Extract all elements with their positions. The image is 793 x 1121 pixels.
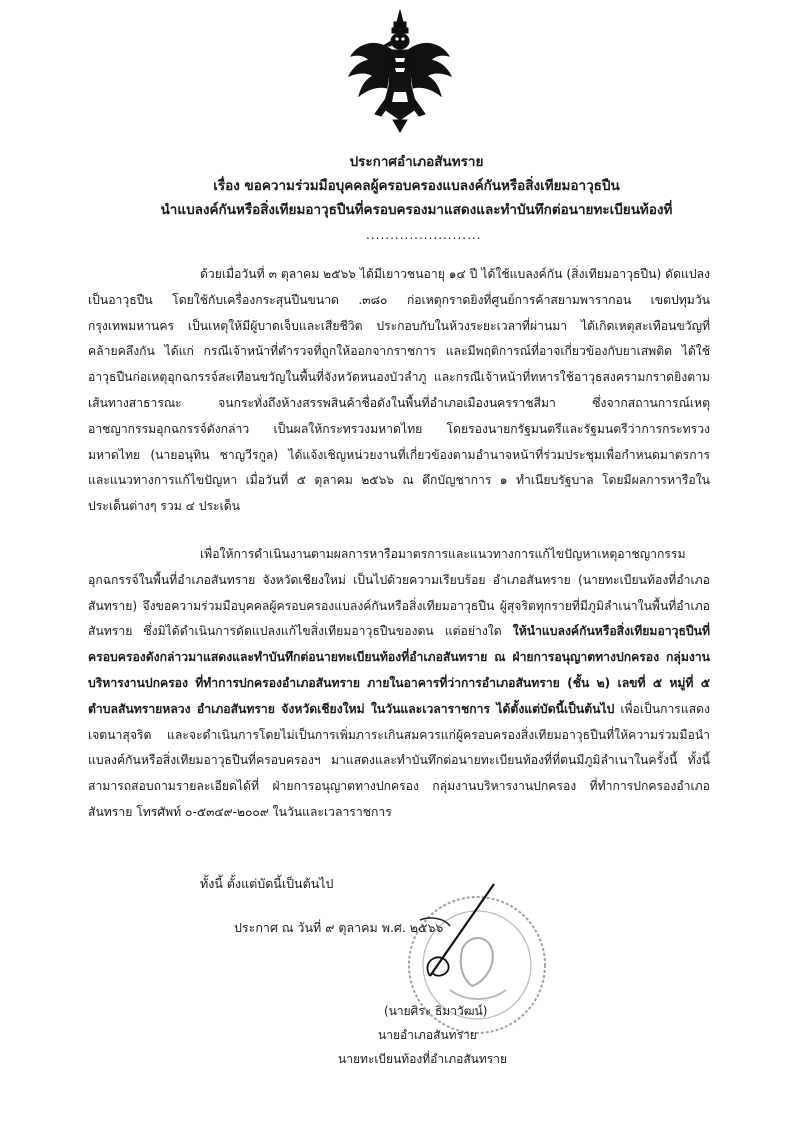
issuer-heading: ประกาศอำเภอสันทราย <box>349 154 484 170</box>
garuda-emblem-icon <box>345 8 455 136</box>
handwritten-signature-icon <box>390 880 510 1000</box>
separator-dots: ........................ <box>366 228 482 242</box>
signatory-registrar-title: นายทะเบียนท้องที่อำเภอสันทราย <box>338 1052 507 1066</box>
paragraph-request-part1: เพื่อให้การดำเนินงานตามผลการหารือมาตรการและแนวทางการแก้ไขปัญหาเหตุอาชญากรรมอุกฉกรรจ์ในพื้นที่อำเภอสันทราย จังหวัดเชียงใหม่ เป็นไปด้วยความเรียบร้อย อำเภอสันทราย (นายทะเบียนท้องที่อำเภอสันทราย) จึงขอความร่วมมือบุคคลผู้ครอบครองแบลงค์กันหรือสิ่งเทียมอาวุธปืน ผู้สุจริตทุกรายที่มีภูมิลำเนาในพื้นที่อำเภอสันทราย ซึ่งมิได้ดำเนินการดัดแปลงแก้ไขสิ่งเทียมอาวุธปืนของตน แต่อย่างใด <box>88 547 710 639</box>
subject-line-2: นำแบลงค์กันหรือสิ่งเทียมอาวุธปืนที่ครอบครองมาแสดงและทำบันทึกต่อนายทะเบียนท้องที่ <box>160 202 673 218</box>
announcement-date: ประกาศ ณ วันที่ ๙ ตุลาคม พ.ศ. ๒๕๖๖ <box>234 920 444 935</box>
paragraph-request-bold: ให้นำแบลงค์กันหรือสิ่งเทียมอาวุธปืนที่ครอบครองดังกล่าวมาแสดงและทำบันทึกต่อนายทะเบียนท้องที่อำเภอสันทราย ณ ฝ่ายการอนุญาตทางปกครอง กลุ่มงานบริหารงานปกครอง ที่ทำการปกครองอำเภอสันทราย ภายในอาคารที่ว่าการอำเภอสันทราย (ชั้น ๒) เลขที่ ๕ หมู่ที่ ๕ ตำบลสันทรายหลวง อำเภอสันทราย จังหวัดเชียงใหม่ ในวันและเวลาราชการ ได้ตั้งแต่บัดนี้เป็นต้นไป <box>88 624 710 716</box>
paragraph-request <box>88 542 710 826</box>
paragraph-background: ด้วยเมื่อวันที่ ๓ ตุลาคม ๒๕๖๖ ได้มีเยาวชนอายุ ๑๔ ปี ได้ใช้แบลงค์กัน (สิ่งเทียมอาวุธปืน) ดัดแปลงเป็นอาวุธปืน โดยใช้กับเครื่องกระสุนปืนขนาด .๓๘๐ ก่อเหตุกราดยิงที่ศูนย์การค้าสยามพารากอน เขตปทุมวัน กรุงเทพมหานคร เป็นเหตุให้มีผู้บาดเจ็บและเสียชีวิต ประกอบกับในห้วงระยะเวลาที่ผ่านมา ได้เกิดเหตุสะเทือนขวัญที่คล้ายคลึงกัน ได้แก่ กรณีเจ้าหน้าที่ตำรวจที่ถูกให้ออกจากราชการ และมีพฤติการณ์ที่อาจเกี่ยวข้องกับยาเสพติด ได้ใช้อาวุธปืนก่อเหตุอุกฉกรรจ์สะเทือนขวัญในพื้นที่จังหวัดหนองบัวลำภู และกรณีเจ้าหน้าที่ทหารใช้อาวุธสงครามกราดยิงตามเส้นทางสาธารณะ จนกระทั่งถึงห้างสรรพสินค้าชื่อดังในพื้นที่อำเภอเมืองนครราชสีมา ซึ่งจากสถานการณ์เหตุอาชญากรรมอุกฉกรรจ์ดังกล่าว เป็นผลให้กระทรวงมหาดไทย โดยรองนายกรัฐมนตรีและรัฐมนตรีว่าการกระทรวงมหาดไทย (นายอนุทิน ชาญวีรกูล) ได้แจ้งเชิญหน่วยงานที่เกี่ยวข้องตามอำนาจหน้าที่ร่วมประชุมเพื่อกำหนดมาตรการและแนวทางการแก้ไขปัญหา เมื่อวันที่ ๕ ตุลาคม ๒๕๖๖ ณ ตึกบัญชาการ ๑ ทำเนียบรัฐบาล โดยมีผลการหารือในประเด็นต่างๆ รวม ๔ ประเด็น <box>88 267 710 514</box>
announcement-title-block <box>0 150 793 222</box>
signatory-title: นายอำเภอสันทราย <box>378 1028 477 1042</box>
subject-line-1: เรื่อง ขอความร่วมมือบุคคลผู้ครอบครองแบลงค์กันหรือสิ่งเทียมอาวุธปืน <box>213 178 620 194</box>
signatory-name: (นายศิระ ธิมาวัฒน์) <box>384 1004 488 1018</box>
closing-line: ทั้งนี้ ตั้งแต่บัดนี้เป็นต้นไป <box>200 876 334 891</box>
paragraph-request-part2: เพื่อเป็นการแสดงเจตนาสุจริต และจะดำเนินการโดยไม่เป็นการเพิ่มภาระเกินสมควรแก่ผู้ครอบครองสิ่งเทียมอาวุธปืนที่ให้ความร่วมมือนำแบลงค์กันหรือสิ่งเทียมอาวุธปืนที่ครอบครองฯ มาแสดงและทำบันทึกต่อนายทะเบียนท้องที่ที่ตนมีภูมิลำเนาในครั้งนี้ ทั้งนี้สามารถสอบถามรายละเอียดได้ที่ ฝ่ายการอนุญาตทางปกครอง กลุ่มงานบริหารงานปกครอง ที่ทำการปกครองอำเภอสันทราย โทรศัพท์ ๐-๕๓๔๙-๒๐๐๙ ในวันและเวลาราชการ <box>88 701 710 819</box>
